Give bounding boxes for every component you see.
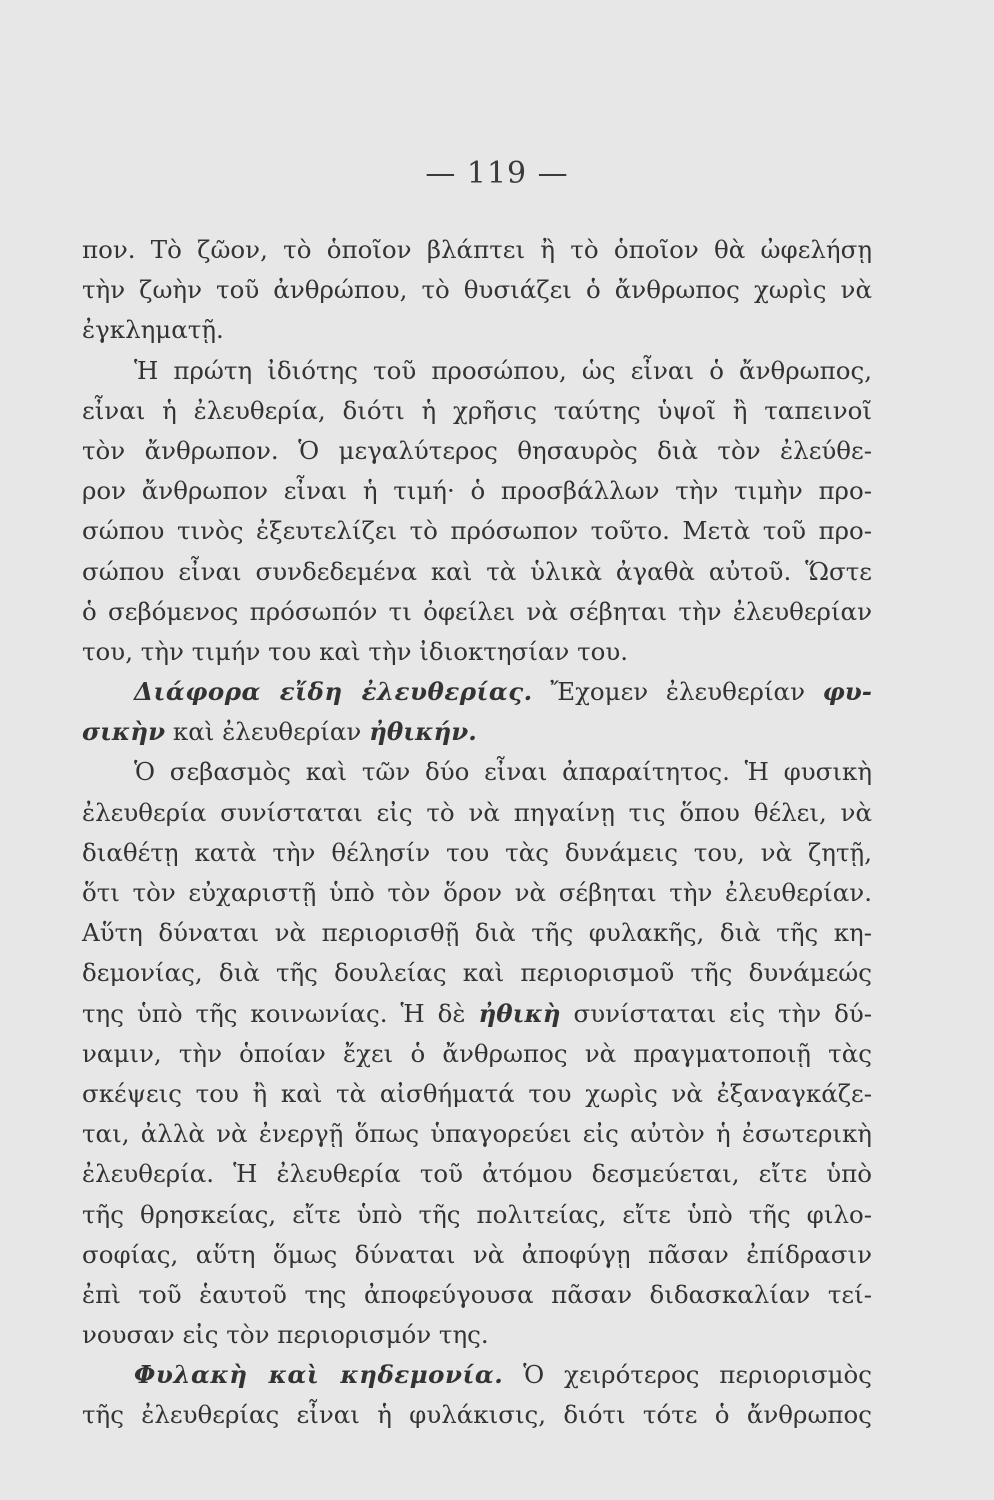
- text-line: ἐλευθερία συνίσταται εἰς τὸ νὰ πηγαίνῃ τις ὅπου θέλει, νὰ: [82, 797, 872, 827]
- text-line: σώπου τινὸς ἐξευτελίζει τὸ πρόσωπον τοῦτο. Μετὰ τοῦ προ-: [82, 516, 872, 546]
- text-line: ἐλευθερία. Ἡ ἐλευθερία τοῦ ἀτόμου δεσμεύεται, εἴτε ὑπὸ: [82, 1159, 872, 1189]
- text-line: εἶναι ἡ ἐλευθερία, διότι ἡ χρῆσις ταύτης ὑψοῖ ἢ ταπεινοῖ: [82, 395, 872, 425]
- text-line: σώπου εἶναι συνδεδεμένα καὶ τὰ ὑλικὰ ἀγαθὰ αὐτοῦ. Ὥστε: [82, 556, 872, 586]
- text-line: ναμιν, τὴν ὁποίαν ἔχει ὁ ἄνθρωπος νὰ πραγματοποιῇ τὰς: [82, 1038, 872, 1068]
- text-line: ἐγκληματῇ.: [82, 315, 224, 345]
- emphasized-term: φυ-: [822, 677, 872, 707]
- section-heading-line: [82, 1355, 872, 1395]
- text-line: Ἡ πρώτη ἰδιότης τοῦ προσώπου, ὡς εἶναι ὁ ἄνθρωπος,: [134, 355, 872, 385]
- section-heading-line: [82, 672, 872, 712]
- text-line: τὴν ζωὴν τοῦ ἀνθρώπου, τὸ θυσιάζει ὁ ἄνθρωπος χωρὶς νὰ: [82, 275, 872, 305]
- text-line: πον. Τὸ ζῶον, τὸ ὁποῖον βλάπτει ἢ τὸ ὁποῖον θὰ ὠφελήσῃ: [82, 235, 872, 264]
- text-run: Ὁ χειρότερος περιορισμὸς: [503, 1360, 872, 1390]
- text-run: Ἔχομεν ἐλευθερίαν: [532, 677, 823, 707]
- text-line: νουσαν εἰς τὸν περιορισμόν της.: [82, 1320, 489, 1350]
- text-line: διαθέτῃ κατὰ τὴν θέλησίν του τὰς δυνάμεις του, νὰ ζητῇ,: [82, 837, 872, 867]
- section-heading: Διάφορα εἴδη ἐλευθερίας.: [134, 677, 533, 707]
- text-line: Ὁ σεβασμὸς καὶ τῶν δύο εἶναι ἀπαραίτητος. Ἡ φυσικὴ: [134, 757, 872, 787]
- emphasized-term: σικὴν: [82, 717, 166, 747]
- page-number: — 119 —: [425, 156, 569, 191]
- text-line: Αὕτη δύναται νὰ περιορισθῇ διὰ τῆς φυλακῆς, διὰ τῆς κη-: [82, 918, 872, 948]
- text-run: συνίσταται εἰς τὴν δύ-: [560, 998, 872, 1028]
- emphasized-term: ἠθικὴ: [478, 998, 561, 1028]
- text-line: του, τὴν τιμήν του καὶ τὴν ἰδιοκτησίαν του.: [82, 636, 629, 666]
- text-run: καὶ ἐλευθερίαν: [165, 717, 370, 747]
- emphasized-term: ἠθικήν.: [369, 717, 477, 747]
- body-text: [82, 230, 872, 1436]
- text-line: τῆς ἐλευθερίας εἶναι ἡ φυλάκισις, διότι τότε ὁ ἄνθρωπος: [82, 1400, 872, 1430]
- text-run: της ὑπὸ τῆς κοινωνίας. Ἡ δὲ: [82, 998, 479, 1028]
- text-line: [82, 712, 872, 752]
- text-line: σκέψεις του ἢ καὶ τὰ αἰσθήματά του χωρὶς νὰ ἐξαναγκάζε-: [82, 1078, 872, 1108]
- text-line: ἐπὶ τοῦ ἑαυτοῦ της ἀποφεύγουσα πᾶσαν διδασκαλίαν τεί-: [82, 1279, 872, 1309]
- text-line: σοφίας, αὕτη ὅμως δύναται νὰ ἀποφύγῃ πᾶσαν ἐπίδρασιν: [82, 1239, 872, 1269]
- text-line: ρον ἄνθρωπον εἶναι ἡ τιμή· ὁ προσβάλλων τὴν τιμὴν προ-: [82, 476, 872, 506]
- text-line: ται, ἀλλὰ νὰ ἐνεργῇ ὅπως ὑπαγορεύει εἰς αὐτὸν ἡ ἐσωτερικὴ: [82, 1119, 872, 1149]
- text-line: ὁ σεβόμενος πρόσωπόν τι ὀφείλει νὰ σέβηται τὴν ἐλευθερίαν: [82, 596, 872, 626]
- text-line: τὸν ἄνθρωπον. Ὁ μεγαλύτερος θησαυρὸς διὰ τὸν ἐλεύθε-: [82, 435, 872, 465]
- section-heading: Φυλακὴ καὶ κηδεμονία.: [134, 1360, 504, 1390]
- text-line: [82, 994, 872, 1034]
- text-line: ὅτι τὸν εὐχαριστῇ ὑπὸ τὸν ὅρον νὰ σέβηται τὴν ἐλευθερίαν.: [82, 878, 872, 907]
- text-line: τῆς θρησκείας, εἴτε ὑπὸ τῆς πολιτείας, εἴτε ὑπὸ τῆς φιλο-: [82, 1199, 872, 1229]
- text-line: δεμονίας, διὰ τῆς δουλείας καὶ περιορισμοῦ τῆς δυνάμεώς: [82, 958, 872, 988]
